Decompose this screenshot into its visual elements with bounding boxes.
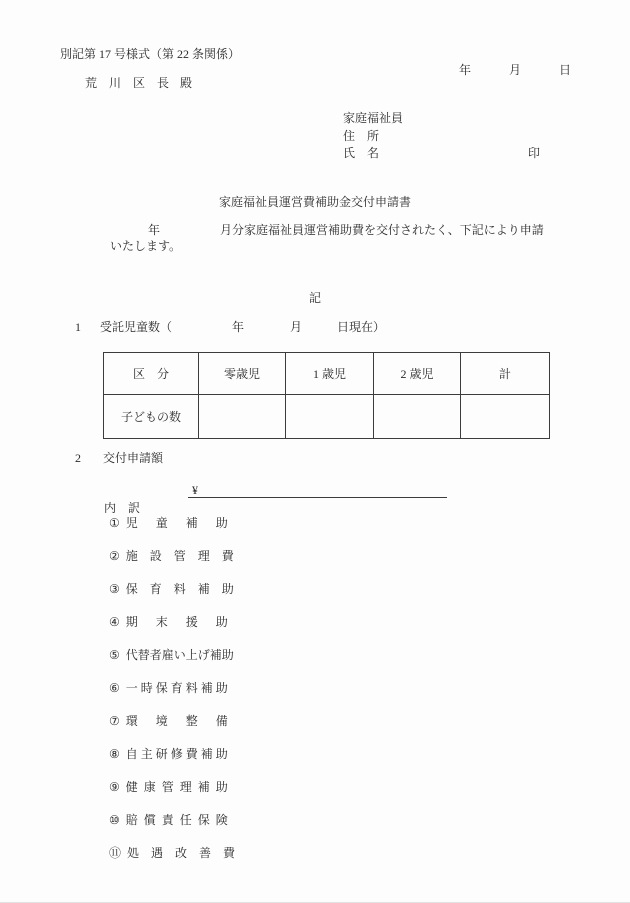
- statement-line1: 月分家庭福祉員運営補助費を交付されたく、下記により申請: [220, 223, 544, 237]
- breakdown-label: 内 訳: [104, 501, 141, 515]
- item-label: 期 末 援 助: [125, 615, 228, 629]
- breakdown-item-9: [109, 781, 228, 793]
- item-label: 処 遇 改 善 費: [127, 846, 236, 860]
- breakdown-item-5: [109, 649, 234, 661]
- col-header-age0: 零歳児: [199, 353, 286, 395]
- date-month-label: 月: [508, 63, 521, 77]
- form-style-number: 別記第 17 号様式（第 22 条関係）: [60, 47, 241, 61]
- item-label: 児 童 補 助: [125, 516, 228, 530]
- item-number: ⑪: [109, 846, 122, 860]
- cell-total-input[interactable]: [461, 395, 550, 439]
- record-heading: 記: [308, 291, 321, 305]
- cell-age0-input[interactable]: [199, 395, 286, 439]
- col-header-age2: 2 歳児: [374, 353, 461, 395]
- date-line: [459, 64, 571, 76]
- item-label: 健 康 管 理 補 助: [125, 780, 228, 794]
- applicant-name-label: 氏 名: [343, 146, 380, 160]
- table-header-row: [104, 353, 550, 395]
- breakdown-item-1: [109, 517, 228, 529]
- children-count-table: [103, 352, 550, 439]
- item-number: ④: [109, 615, 120, 629]
- statement-line2: いたします。: [110, 239, 182, 253]
- item-number: ⑥: [109, 681, 120, 695]
- breakdown-item-4: [109, 616, 228, 628]
- item-label: 代替者雇い上げ補助: [125, 648, 234, 662]
- amount-input-field[interactable]: [188, 483, 447, 498]
- addressee-honorific: 殿: [180, 76, 193, 90]
- item-label: 一 時 保 育 料 補 助: [125, 681, 228, 695]
- breakdown-item-11: [109, 847, 235, 859]
- item-label: 自 主 研 修 費 補 助: [125, 747, 228, 761]
- table-data-row: [104, 395, 550, 439]
- form-title: 家庭福祉員運営費補助金交付申請書: [218, 195, 411, 209]
- asof-month-label: 月: [290, 320, 303, 334]
- item-label: 保 育 料 補 助: [125, 582, 234, 596]
- breakdown-item-6: [109, 682, 228, 694]
- breakdown-item-8: [109, 748, 228, 760]
- item-number: ②: [109, 549, 120, 563]
- section1-number: 1: [75, 320, 81, 334]
- section1-title: 受託児童数（: [100, 320, 173, 334]
- cell-age2-input[interactable]: [374, 395, 461, 439]
- item-number: ①: [109, 516, 120, 530]
- date-year-label: 年: [459, 63, 472, 77]
- item-number: ⑩: [109, 813, 120, 827]
- section2-number: 2: [75, 451, 81, 465]
- breakdown-item-3: [109, 583, 234, 595]
- addressee-line: [85, 77, 192, 89]
- date-day-label: 日: [558, 63, 571, 77]
- applicant-role: 家庭福祉員: [343, 111, 404, 125]
- item-label: 賠 償 責 任 保 険: [125, 813, 228, 827]
- item-number: ⑨: [109, 780, 120, 794]
- item-number: ⑤: [109, 648, 120, 662]
- item-number: ⑧: [109, 747, 120, 761]
- asof-year-label: 年: [232, 320, 245, 334]
- breakdown-item-2: [109, 550, 234, 562]
- item-label: 環 境 整 備: [125, 714, 228, 728]
- cell-age1-input[interactable]: [286, 395, 374, 439]
- item-number: ⑦: [109, 714, 120, 728]
- col-header-total: 計: [461, 353, 550, 395]
- breakdown-item-10: [109, 814, 228, 826]
- addressee-name: 荒 川 区 長: [85, 76, 170, 90]
- seal-mark: 印: [528, 146, 542, 160]
- col-header-age1: 1 歳児: [286, 353, 374, 395]
- breakdown-item-7: [109, 715, 228, 727]
- applicant-address-label: 住 所: [343, 129, 380, 143]
- item-label: 施 設 管 理 費: [125, 549, 234, 563]
- statement-year-label: 年: [148, 223, 161, 237]
- section2-title: 交付申請額: [103, 451, 164, 465]
- yen-symbol: ¥: [192, 483, 198, 497]
- col-header-category: 区 分: [104, 353, 199, 395]
- asof-day-label: 日現在）: [337, 320, 386, 334]
- row-label-children-count: 子どもの数: [104, 395, 199, 439]
- item-number: ③: [109, 582, 120, 596]
